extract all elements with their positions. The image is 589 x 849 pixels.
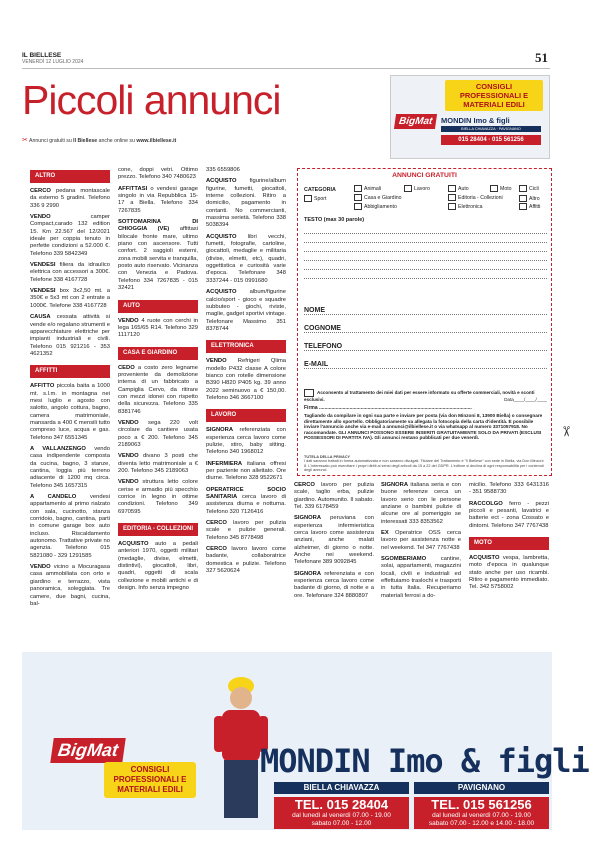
ad-cities: BIELLA CHIAVAZZA · PAVIGNANO xyxy=(441,126,541,132)
ad-text: pedana montascale da esterno 5 gradini. Telefono 336 9 2990 xyxy=(30,188,110,209)
ad-lead: A VALLANZENGO xyxy=(30,445,86,452)
ad-phone: 015 28404 · 015 561256 xyxy=(441,135,541,145)
signature-label: Firma xyxy=(304,405,318,411)
privacy-title: TUTELA DELLA PRIVACY xyxy=(304,455,351,459)
checkbox-square[interactable] xyxy=(448,194,456,201)
ad-lead: VENDO xyxy=(206,358,227,365)
page-title xyxy=(22,78,281,122)
top-advertisement[interactable] xyxy=(390,75,550,159)
form-title: ANNUNCI GRATUITI xyxy=(392,172,457,179)
classified-ad xyxy=(206,461,286,483)
ad-lead: SOTTOMARINA DI CHIOGGIA (VE) xyxy=(118,219,198,233)
hours-weekdays: dal lunedì al venerdì 07.00 - 19.00 xyxy=(292,812,391,819)
classified-ad xyxy=(30,383,110,442)
ad-lead: ACQUISTO xyxy=(118,541,149,548)
classified-ad xyxy=(294,515,374,566)
ad-text: piccola baita a 1000 mt. s.l.m. in montagna nei mesi luglio e agosto con salotto, angolo cottura, bagno, camera matrimoniale, mansarda a 400 € mensili tutto compreso luce, acqua e gas. Telefono 347 6551345 xyxy=(30,383,110,441)
classified-ad xyxy=(30,262,110,284)
checkbox-square[interactable] xyxy=(448,185,456,192)
classified-ad xyxy=(381,530,461,552)
text-line[interactable] xyxy=(304,225,547,234)
ad-lead: CERCO xyxy=(30,188,51,194)
subtitle-brand: Il Biellese xyxy=(73,138,98,144)
text-label: TESTO (max 30 parole) xyxy=(304,217,365,223)
category-checkbox[interactable] xyxy=(448,185,469,192)
phone-number: TEL. 015 28404 xyxy=(294,797,389,812)
ad-text: vespa, lambretta, moto d'epoca in qualunque stato anche per uso ricambi. Ritiro e pagamento immediato. Tel. 342 5758002 xyxy=(469,555,549,591)
ad-text: vicino a Mocuragasa casa ammobiliata con orto e giardino e terrazzo, vista panoramica, soleggiata. Tre camere, due bagni, cucina, bal- xyxy=(30,564,110,607)
classified-ad xyxy=(206,289,286,333)
classified-ad xyxy=(206,546,286,575)
checkbox-square[interactable] xyxy=(354,194,362,201)
bigmat-logo: BigMat xyxy=(50,738,126,763)
checkbox-square[interactable] xyxy=(519,185,527,192)
checkbox-square[interactable] xyxy=(354,203,362,210)
ad-lead: VENDESI xyxy=(30,288,56,295)
ad-text: referenziata e con esperienza cerca lavoro come badante di giorno, di notte e a ore. Telefonare 324 8880897 xyxy=(294,570,374,599)
classified-ad xyxy=(206,234,286,285)
section-header: AFFITTI xyxy=(30,365,110,378)
phone-number: TEL. 015 561256 xyxy=(431,797,532,812)
classified-ad xyxy=(206,427,286,456)
consent-row xyxy=(304,389,547,403)
classified-ad xyxy=(30,188,110,210)
phone-biella xyxy=(274,797,409,829)
ad-text: cerca lavoro di assistenza diurna e notturna. Telefono 320 7126416 xyxy=(206,494,286,515)
ad-text: auto a pedali anteriori 1970, oggetti militari (medaglie, divise, elmetti, distintivi), giocattoli, libri, quadri, oggetti di scala collezione e mobili antichi e di design. Info senza impegno xyxy=(118,541,198,592)
ad-consigli-banner: CONSIGLI PROFESSIONALI E MATERIALI EDILI xyxy=(104,762,196,798)
text-line[interactable] xyxy=(304,261,547,270)
classified-ad xyxy=(294,571,374,600)
category-name: Cicli xyxy=(529,185,539,192)
ad-lead: INFERMIERA xyxy=(206,460,243,467)
classified-ad xyxy=(30,494,110,560)
ad-lead: VENDO xyxy=(30,564,51,571)
category-checkbox[interactable] xyxy=(448,203,483,210)
ad-lead: OPERATRICE SOCIO SANITARIA xyxy=(206,486,286,501)
subtitle-text: Annunci gratuiti su xyxy=(29,138,72,144)
category-label: CATEGORIA xyxy=(304,187,336,193)
page-subtitle xyxy=(22,136,176,144)
classified-ad xyxy=(206,487,286,516)
ad-text: lavoro per pulizia scale, taglio erba, pulizie giardino. Automunito. Il sabato. Tel. 339 6178459 xyxy=(294,482,374,511)
ad-text: vendesi appartamento al primo rialzato con sala, cucinotto, stanza corridoio, bagno, cantina, parti in comune garage box auto incluso. Riscaldamento autonomo. Trattative private no agenzia. Telefono 015 5821080 - 329 1291585 xyxy=(30,494,110,559)
section-header: LAVORO xyxy=(206,409,286,422)
ad-lead: VENDO xyxy=(118,453,139,460)
classified-ad xyxy=(118,420,198,449)
category-name: Animali xyxy=(364,185,382,192)
checkbox-square[interactable] xyxy=(519,203,527,210)
classified-ad xyxy=(469,482,549,497)
category-name: Auto xyxy=(458,185,469,192)
ad-lead: VENDESI xyxy=(30,262,56,269)
page-header xyxy=(22,52,83,66)
category-checkbox[interactable] xyxy=(519,195,540,202)
ad-text: micilio. Telefono 333 6431316 - 351 9588730 xyxy=(469,482,549,496)
ad-consigli-banner: CONSIGLI PROFESSIONALI E MATERIALI EDILI xyxy=(445,80,543,111)
checkbox-square[interactable] xyxy=(448,203,456,210)
city-pavignano: PAVIGNANO xyxy=(414,782,549,794)
ads-column-3 xyxy=(206,167,286,579)
ad-text: divano 3 posti che diventa letto matrimoniale a € 200. Telefono 345 2189063 xyxy=(118,453,198,474)
ad-lead: CERCO xyxy=(206,546,227,553)
free-ads-form xyxy=(297,168,552,476)
checkbox-square[interactable] xyxy=(519,195,527,202)
text-line[interactable] xyxy=(304,234,547,243)
subtitle-mid: anche online su xyxy=(98,138,135,144)
category-name: Editoria - Collezioni xyxy=(458,194,503,201)
ad-text: ferro - pezzi piccoli e pesanti, lavatrici e batterie ect - zona Cossato e dintorni. Telefono 347 7767438 xyxy=(469,500,549,529)
ads-column-1 xyxy=(30,167,110,612)
classified-ad xyxy=(118,186,198,215)
classified-ad xyxy=(30,446,110,490)
checkbox-square[interactable] xyxy=(404,185,412,192)
ad-text: o vendesi garage singolo in via Repubblica 15-17 a Biella. Telefono 334 7267835 xyxy=(118,185,198,214)
ad-lead: CEDO xyxy=(118,364,135,371)
classified-ad xyxy=(206,520,286,542)
category-checkbox[interactable] xyxy=(519,185,539,192)
ad-text: lavoro lavoro come badante, collaboratrice domestica e pulizie. Telefono 327 5620624 xyxy=(206,546,286,575)
ad-text: album/figurine calcio/sport - gioco e squadre subbuteo - giochi, riviste, maglie, gadget sportivi vintage. Telefonare Massimo 351 8378744 xyxy=(206,289,286,332)
ad-lead: ACQUISTO xyxy=(206,233,237,240)
date-field[interactable]: Data____/____/____ xyxy=(504,397,547,402)
ad-lead: SIGNORA xyxy=(294,515,322,522)
classified-ad xyxy=(118,541,198,592)
checkbox-square[interactable] xyxy=(354,185,362,192)
classified-ad xyxy=(30,314,110,358)
ad-text: referenziata con esperienza cerca lavoro come pulizie, stiro, baby sitting. Telefono 340 1968012 xyxy=(206,427,286,456)
classified-ad xyxy=(30,288,110,310)
hours-saturday: sabato 07.00 - 12.00 xyxy=(311,819,372,827)
category-checkbox[interactable] xyxy=(354,194,402,201)
ad-lead: SIGNORA xyxy=(381,482,409,488)
classified-ad xyxy=(118,479,198,516)
consent-text: Acconsento al trattamento dei miei dati per essere informato su offerte commerciali, novità e sconti esclusivi. xyxy=(304,390,535,402)
ad-text: sega 220 volt circolare da cantiere usata poco a € 200. Telefono 345 2189063 xyxy=(118,419,198,448)
ad-text: 4 ruote con cerchi in lega 165/65 R14. Telefono 329 1117120 xyxy=(118,317,198,339)
classified-ad xyxy=(469,501,549,530)
hours-weekdays: dal lunedì al venerdì 07.00 - 19.00 xyxy=(432,812,531,819)
checkbox-square[interactable] xyxy=(304,195,312,202)
ad-lead: SIGNORA xyxy=(206,427,234,434)
ad-text: cone, doppi vetri. Ottimo prezzo. Telefono 340 7480623 xyxy=(118,167,198,181)
ad-lead: ACQUISTO xyxy=(469,555,500,562)
ad-lead: EX xyxy=(381,530,389,537)
ad-text: struttura letto colore cerise e armadio più specchio corrice in legno in ottime condizioni. Telefono 349 6970595 xyxy=(118,479,198,515)
ad-text: italiana seria e con buone referenze cerca un lavoro serio con le persone anziane o bambini pulizie di alcune ore al pomeriggio se interessati 333 8353562 xyxy=(381,482,461,525)
ad-text: lavoro per pulizia scale e pulizie generali. Telefono 345 8778498 xyxy=(206,520,286,541)
section-header: CASA E GIARDINO xyxy=(118,347,198,360)
ad-text: camper Compact,carado 132 edition 15. Km 22.567 del 12/2021 ideale per coppia tenuto in perfette condizioni a 52.000 €. Telefono 339 5842349 xyxy=(30,214,110,257)
bottom-advertisement[interactable] xyxy=(22,652,589,830)
classified-ad xyxy=(118,167,198,182)
title-part-2: annunci xyxy=(143,77,281,123)
ads-column-5 xyxy=(381,482,461,604)
category-checkbox[interactable] xyxy=(490,185,512,192)
text-line[interactable] xyxy=(304,243,547,252)
privacy-text: I dati saranno trattati in forma automatizzata e non saranno divulgati. Titolare del Trattamento è "Il Biellese" con sede in Biella, via Don Minzoni 8. L'interessato può esercitare i propri diritti ai sensi degli articoli da 15 a 22 del GDPR. L'editore si declina di ogni responsabilità per i contenuti degli annunci. xyxy=(304,459,544,472)
privacy-notice xyxy=(304,455,547,472)
classified-ad xyxy=(30,564,110,608)
ad-lead: CERCO xyxy=(206,520,227,527)
category-checkbox[interactable] xyxy=(354,203,397,210)
ad-lead: SGOMBERIAMO xyxy=(381,556,427,563)
classified-ad xyxy=(118,365,198,416)
category-name: Elettronica xyxy=(458,203,483,210)
classified-ad xyxy=(118,318,198,340)
ad-text: vendo casa indipendente composta da cucina, bagno, 3 stanze, cantina, loggia più terreno adiacente di 1200 mq circa. Telefono 345 1657315 xyxy=(30,445,110,489)
classified-ad xyxy=(381,556,461,600)
classified-ad xyxy=(118,453,198,475)
ad-text: Operatrice OSS cerca lavoro per assistenza notte e nel weekend. Tel 347 7767438 xyxy=(381,530,461,551)
category-name: Sport xyxy=(314,195,327,202)
page-number: 51 xyxy=(535,50,548,65)
ad-text: box 3x2,50 mt. a 350€ e 5x3 mt con 2 entrate a 1000€. Telefone 338 4167728 xyxy=(30,288,110,309)
scissors-icon: ✂ xyxy=(22,137,28,144)
ad-lead: VENDO xyxy=(118,317,139,324)
category-name: Altro xyxy=(529,195,540,202)
classified-ad xyxy=(469,555,549,592)
text-lines[interactable] xyxy=(304,225,547,279)
subtitle-site-link[interactable]: www.ilbiellese.it xyxy=(136,138,177,144)
ad-lead: ACQUISTO xyxy=(206,289,237,296)
bigmat-logo: BigMat xyxy=(394,114,437,129)
text-line[interactable] xyxy=(304,252,547,261)
scissors-icon: ✂ xyxy=(558,425,575,438)
ad-text: italiana offresi per paziente non allettato. Ore diurne. Telefono 328 9522671 xyxy=(206,460,286,482)
form-instructions: Tagliando da compilare in ogni sua parte e inviare per posta (via don Minzoni 8, 13900 Biella) o consegnare direttamente allo sportello. Obbligatoriamente va allegata la fotocopia della carta d'identità. È possibile inviare l'annuncio anche via e-mail a annunci@ilbiellese.it o via whatsapp al numero 3371057918. No raccomandate. GLI ANNUNCI POSSONO ESSERE INSERITI GRATUITAMENTE SOLO DA PRIVATI (ESCLUSI POSSESSORI DI PARTITA IVA). Gli annunci restano pubblicati per due venerdì. xyxy=(304,413,543,440)
ad-text: cessata attività si vende e/o regalano strumenti e apparecchiature elettriche per impianti industriali e civili. Telefono 015 921216 - 353 4621352 xyxy=(30,314,110,357)
ad-lead: AFFITTASI xyxy=(118,185,148,192)
ads-column-6 xyxy=(469,482,549,596)
category-checkbox[interactable] xyxy=(404,185,430,192)
classified-ad xyxy=(206,358,286,402)
ad-lead: VENDO xyxy=(118,479,139,486)
ad-text: peruviana con esperienza infermieristica cerca lavoro come assistenza anziani, anche malati alzheimer, di giorno o notte. Anche nei weekend. Telefonare 389 9092845 xyxy=(294,515,374,566)
newspaper-name: IL BIELLESE xyxy=(22,52,62,59)
name-field[interactable]: NOME xyxy=(304,307,547,315)
classified-ad xyxy=(206,178,286,229)
ad-lead: AFFITTO xyxy=(30,383,55,390)
classified-ad xyxy=(206,167,286,174)
category-checkbox[interactable] xyxy=(354,185,381,192)
header-rule xyxy=(22,68,550,69)
category-checkbox[interactable] xyxy=(519,203,540,210)
consent-checkbox[interactable] xyxy=(304,389,314,397)
ad-text: Refrigeri Qlima modello P432 classe A colore bianco con rotelle dimensione B390 H820 P405 kg. 39 anno 2022 seminuovo a € 150,00. Telefono 346 3667100 xyxy=(206,358,286,401)
ad-company-name: MONDIN Imo & figli xyxy=(260,742,589,780)
ad-text: a costo zero legname proveniente da demolizione interna di un fabbricato a Campiglia Cervo, da ritirare con mezzi idonei con rispetto della sicurezza. Telefono 335 8381746 xyxy=(118,364,198,415)
ad-lead: ACQUISTO xyxy=(206,178,237,185)
ads-column-2 xyxy=(118,167,198,596)
checkbox-square[interactable] xyxy=(490,185,498,192)
section-header: AUTO xyxy=(118,300,198,313)
ad-lead: CERCO xyxy=(294,482,315,488)
ad-lead: RACCOLGO xyxy=(469,500,503,507)
classified-ad xyxy=(381,482,461,526)
city-biella: BIELLA CHIAVAZZA xyxy=(274,782,409,794)
section-header: ALTRO xyxy=(30,170,110,183)
hours-saturday: sabato 07.00 - 12.00 e 14.00 - 18.00 xyxy=(428,819,535,827)
ad-lead: VENDO xyxy=(30,214,51,221)
ad-text: affittasi bilocale fronte mare, ultimo piano con ascensore. Tutti confort. 2 saggioli esterni, zona mobili servita e tranquilla, posto auto riservato. Vicinanza con Venezia e Padova. Telefono 334 7267835 - 015 32421 xyxy=(118,226,198,292)
issue-date: VENERDÌ 12 LUGLIO 2024 xyxy=(22,59,84,65)
ad-text: filiera da idraulico elettrica con accessori a 300€. Telefone 338 4167728 xyxy=(30,262,110,283)
ad-text: cantine, solai, appartamenti, magazzini locali, civili e industriali ed effettuiamo traslochi e trasporti in tutta Italia. Recuperiamo materiali ferrosi a do- xyxy=(381,556,461,599)
surname-field[interactable]: COGNOME xyxy=(304,325,547,333)
phone-field[interactable]: TELEFONO xyxy=(304,343,547,351)
category-name: Casa e Giardino xyxy=(364,194,402,201)
ad-text: figurine/album figurine, fumetti, giocattoli, interne collezioni. Ritiro a domicilio, pagamento in contanti. No commercianti, massima serietà. Telefono 338 5038394 xyxy=(206,178,286,229)
email-field[interactable]: E-MAIL xyxy=(304,361,547,369)
classified-ad xyxy=(294,482,374,511)
ads-column-4 xyxy=(294,482,374,604)
category-checkbox[interactable] xyxy=(448,194,503,201)
ad-company-name: MONDIN Imo & figli xyxy=(441,116,510,125)
phone-pavignano xyxy=(414,797,549,829)
title-part-1: Piccoli xyxy=(22,77,134,123)
category-name: Lavoro xyxy=(414,185,430,192)
ad-lead: A CANDELO xyxy=(30,494,77,501)
ad-lead: CAUSA xyxy=(30,314,51,321)
ad-lead: SIGNORA xyxy=(294,570,322,577)
ad-lead: VENDO xyxy=(118,419,139,426)
classified-ad xyxy=(118,219,198,292)
section-header: MOTO xyxy=(469,537,549,550)
section-header: EDITORIA - COLLEZIONI xyxy=(118,523,198,536)
category-name: Moto xyxy=(500,185,512,192)
signature-field[interactable]: Firma .............................................................................................................. xyxy=(304,405,472,411)
category-name: Abbigliamento xyxy=(364,203,397,210)
section-header: ELETTRONICA xyxy=(206,340,286,353)
category-checkbox[interactable] xyxy=(304,195,326,202)
classified-ad xyxy=(30,214,110,258)
text-line[interactable] xyxy=(304,270,547,279)
ad-text: libri vecchi, fumetti, fotografie, cartoline, giocattoli, medaglie e militaria (divise, elmetti, etc), quadri, oggettistica e curiosità varie d'epoca. Telefonare 348 3337244 - 015 0991680 xyxy=(206,233,286,284)
category-name: Affitti xyxy=(529,203,541,210)
ad-text: 335 6559806 xyxy=(206,167,240,173)
